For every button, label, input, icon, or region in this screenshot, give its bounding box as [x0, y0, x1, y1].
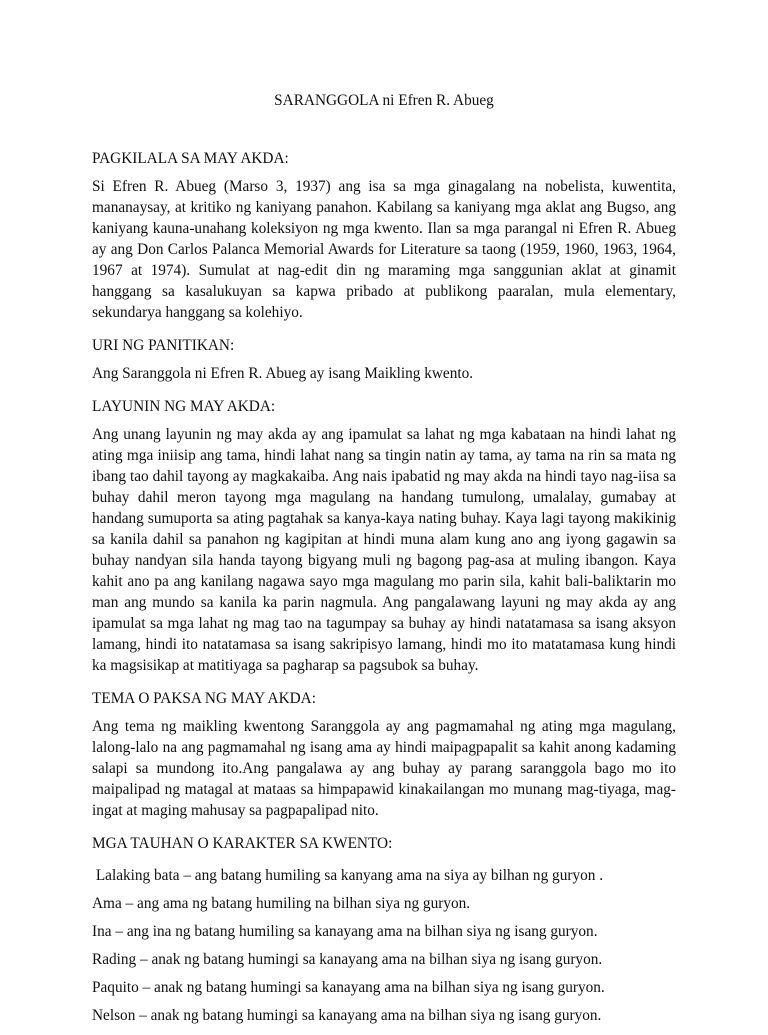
section-body: Ang tema ng maikling kwentong Saranggola ay ang pagmamahal ng ating mga magulang, lalong-lalo na ang pagmamahal ng isang ama ay hindi maipagpapalit sa kahit anong kadaming salapi sa mundong ito.Ang pangalawa ay ang buhay ay parang saranggola bago mo ito maipalipad ng matagal at mataas sa himpapawid kinakailangan mo munang mag-tiyaga, mag-ingat at maging mahusay sa pagpapalipad nito.	[92, 718, 676, 819]
section-heading: LAYUNIN NG MAY AKDA:	[92, 398, 276, 415]
character-item: Ama – ang ama ng batang humiling na bilhan siya ng guryon.	[92, 895, 471, 912]
document-page	[92, 90, 676, 1035]
character-item: Ina – ang ina ng batang humiling sa kanayang ama na bilhan siya ng isang guryon.	[92, 923, 598, 940]
character-item: Lalaking bata – ang batang humiling sa kanyang ama na siya ay bilhan ng guryon .	[92, 867, 604, 884]
section-body: Ang unang layunin ng may akda ay ang ipamulat sa lahat ng mga kabataan na hindi lahat ng ating mga iniisip ang tama, hindi lahat nang sa tingin natin ay tama, ay tama na rin sa mata ng ibang tao dahil tayong ay magkakaiba. Ang nais ipabatid ng may akda na hindi tayo nag-iisa sa buhay dahil meron tayong mga magulang na handang tumulong, umalalay, gumabay at handang sumuporta sa ating pagtahak sa kanya-kaya nating buhay. Kaya lagi tayong makikinig sa kanila dahil sa panahon ng kagipitan at hindi muna alam kung ano ang iyong gagawin sa buhay nandyan sila handa tayong bigyang muli ng bagong pag-asa at muling ibangon. Kaya kahit ano pa ang kanilang nagawa sayo mga magulang mo parin sila, kahit bali-baliktarin mo man ang mundo sa kanila ka parin nagmula. Ang pangalawang layuni ng may akda ay ang ipamulat sa mga lahat ng mag tao na tagumpay sa buhay ay hindi natatamasa sa isang aksyon lamang, hindi ito natatamasa sa isang sakripisyo lamang, hindi mo ito matatamasa kung hindi ka magsisikap at matitiyaga sa pagharap sa pagsubok sa buhay.	[92, 426, 676, 674]
section-body: Si Efren R. Abueg (Marso 3, 1937) ang isa sa mga ginagalang na nobelista, kuwentita, mananaysay, at kritiko ng kaniyang panahon. Kabilang sa kaniyang mga aklat ang Bugso, ang kaniyang kauna-unahang koleksiyon ng mga kwento. Ilan sa mga parangal ni Efren R. Abueg ay ang Don Carlos Palanca Memorial Awards for Literature sa taong (1959, 1960, 1963, 1964, 1967 at 1974). Sumulat at nag-edit din ng maraming mga sanggunian aklat at ginamit hanggang sa kasalukuyan sa kapwa pribado at publikong paaralan, mula elementary, sekundarya hanggang sa kolehiyo.	[92, 178, 676, 321]
section-theme	[92, 688, 676, 821]
document-title: SARANGGOLA ni Efren R. Abueg	[274, 92, 494, 109]
section-heading: MGA TAUHAN O KARAKTER SA KWENTO:	[92, 835, 393, 852]
character-item: Rading – anak ng batang humingi sa kanayang ama na bilhan siya ng isang guryon.	[92, 951, 603, 968]
character-item: Paquito – anak ng batang humingi sa kanayang ama na bilhan siya ng isang guryon.	[92, 979, 605, 996]
character-item: Nelson – anak ng batang humingi sa kanayang ama na bilhan siya ng isang guryon.	[92, 1007, 602, 1024]
section-author	[92, 148, 676, 323]
section-literature-type	[92, 335, 676, 384]
section-body: Ang Saranggola ni Efren R. Abueg ay isang Maikling kwento.	[92, 365, 474, 382]
section-purpose	[92, 396, 676, 676]
section-heading: PAGKILALA SA MAY AKDA:	[92, 150, 289, 167]
section-heading: URI NG PANITIKAN:	[92, 337, 235, 354]
section-heading: TEMA O PAKSA NG MAY AKDA:	[92, 690, 316, 707]
section-characters	[92, 833, 676, 1025]
